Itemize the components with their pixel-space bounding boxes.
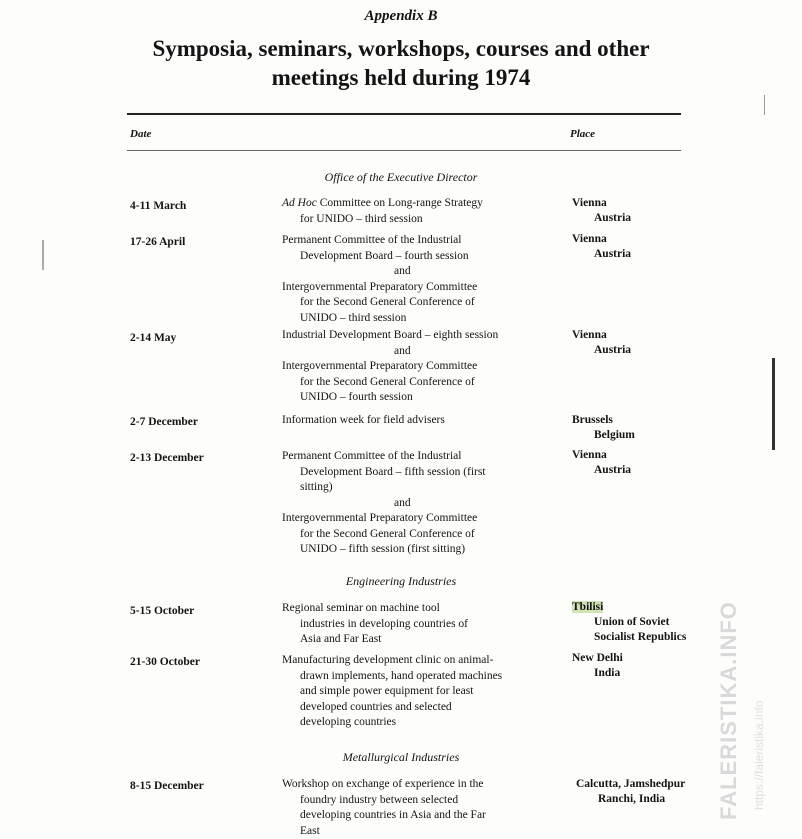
watermark-url: https://faleristika.info: [752, 701, 766, 810]
place-country: Austria: [572, 247, 631, 262]
entry-date: 2-7 December: [130, 416, 198, 428]
place-city: Calcutta, Jamshedpur: [576, 777, 685, 792]
desc-line: for the Second General Conference of: [282, 527, 572, 543]
desc-line: Development Board – fifth session (first: [282, 465, 572, 481]
desc-line: for the Second General Conference of: [282, 375, 572, 391]
place-country: Austria: [572, 211, 631, 226]
scan-mark: [42, 240, 44, 270]
place-city: Vienna: [572, 196, 631, 211]
desc-line: UNIDO – fifth session (first sitting): [282, 542, 572, 558]
place-country: Ranchi, India: [576, 792, 685, 807]
entry-description: [282, 328, 572, 406]
page-title: [0, 34, 802, 92]
desc-line: developing countries in Asia and the Far: [282, 808, 572, 824]
entry-date: 4-11 March: [130, 200, 186, 212]
desc-line: and simple power equipment for least: [282, 684, 572, 700]
scan-mark: [772, 358, 775, 450]
desc-line: UNIDO – third session: [282, 311, 572, 327]
desc-line: Workshop on exchange of experience in the: [282, 777, 572, 793]
entry-date: 21-30 October: [130, 656, 200, 668]
desc-line: Permanent Committee of the Industrial: [282, 233, 572, 249]
entry-date: 5-15 October: [130, 605, 194, 617]
entry-place: [572, 651, 623, 681]
section-heading: Engineering Industries: [0, 574, 802, 589]
appendix-label: Appendix B: [0, 8, 802, 25]
desc-line: industries in developing countries of: [282, 617, 572, 633]
place-country: Austria: [572, 343, 631, 358]
place-city: New Delhi: [572, 651, 623, 666]
desc-line: Permanent Committee of the Industrial: [282, 449, 572, 465]
highlight: Tbilisi: [572, 601, 603, 613]
desc-line: for UNIDO – third session: [282, 212, 572, 228]
desc-line: Asia and Far East: [282, 632, 572, 648]
desc-line: developing countries: [282, 715, 572, 731]
entry-date: 2-13 December: [130, 452, 204, 464]
entry-date: 2-14 May: [130, 332, 176, 344]
entry-place: [572, 196, 631, 226]
desc-line: Regional seminar on machine tool: [282, 601, 572, 617]
place-country: Belgium: [572, 428, 635, 443]
place-country: Socialist Republics: [572, 630, 686, 645]
entry-place: [572, 413, 635, 443]
desc-line: Intergovernmental Preparatory Committee: [282, 280, 572, 296]
title-line-1: Symposia, seminars, workshops, courses and other: [0, 34, 802, 63]
desc-line: Development Board – fourth session: [282, 249, 572, 265]
desc-line: Manufacturing development clinic on animal-: [282, 653, 572, 669]
place-country: Austria: [572, 463, 631, 478]
desc-line: Information week for field advisers: [282, 413, 572, 429]
entry-description: [282, 413, 572, 429]
desc-line: Intergovernmental Preparatory Committee: [282, 511, 572, 527]
entry-description: [282, 449, 572, 558]
place-city: Vienna: [572, 328, 631, 343]
top-rule: [127, 113, 681, 115]
entry-date: 17-26 April: [130, 236, 185, 248]
column-header-date: Date: [130, 128, 151, 140]
entry-place: [572, 328, 631, 358]
entry-description: [282, 196, 572, 227]
desc-line: sitting): [282, 480, 572, 496]
scan-mark: [764, 95, 765, 115]
header-rule: [127, 150, 681, 151]
section-heading: Office of the Executive Director: [0, 170, 802, 185]
section-heading: Metallurgical Industries: [0, 750, 802, 765]
desc-line: foundry industry between selected: [282, 793, 572, 809]
place-city: Vienna: [572, 232, 631, 247]
place-country: India: [572, 666, 623, 681]
entry-description: [282, 653, 572, 731]
watermark: FALERISTIKA.INFO: [716, 601, 742, 820]
place-country: Union of Soviet: [572, 615, 686, 630]
desc-line: and: [282, 264, 572, 280]
entry-description: [282, 233, 572, 326]
entry-date: 8-15 December: [130, 780, 204, 792]
desc-line: Ad Hoc Committee on Long-range Strategy: [282, 196, 572, 212]
desc-line: and: [282, 496, 572, 512]
entry-place: [576, 777, 685, 807]
place-city: Vienna: [572, 448, 631, 463]
place-city: Brussels: [572, 413, 635, 428]
desc-line: developed countries and selected: [282, 700, 572, 716]
desc-line: for the Second General Conference of: [282, 295, 572, 311]
desc-line: Industrial Development Board – eighth session: [282, 328, 572, 344]
title-line-2: meetings held during 1974: [0, 63, 802, 92]
desc-line: East: [282, 824, 572, 839]
desc-line: UNIDO – fourth session: [282, 390, 572, 406]
desc-line: drawn implements, hand operated machines: [282, 669, 572, 685]
desc-line: and: [282, 344, 572, 360]
entry-description: [282, 601, 572, 648]
entry-place: [572, 600, 686, 645]
desc-line: Intergovernmental Preparatory Committee: [282, 359, 572, 375]
place-city: [572, 600, 686, 615]
entry-place: [572, 232, 631, 262]
entry-description: [282, 777, 572, 829]
column-header-place: Place: [570, 128, 595, 140]
entry-place: [572, 448, 631, 478]
